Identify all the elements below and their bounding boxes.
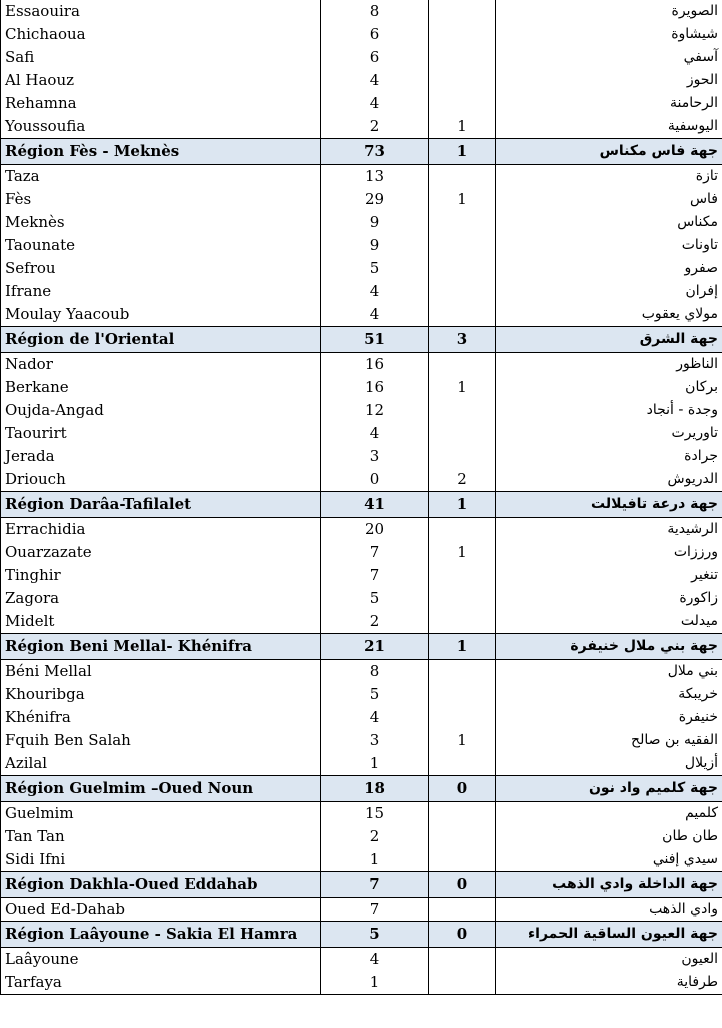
- count-cell: 4: [321, 69, 429, 92]
- name-ar-cell: طرفاية: [496, 971, 722, 995]
- city-row: [1, 280, 722, 303]
- secondary-count-cell: 0: [429, 776, 496, 802]
- count-cell: 5: [321, 257, 429, 280]
- secondary-count-cell: 1: [429, 492, 496, 518]
- name-fr-cell: Rehamna: [1, 92, 321, 115]
- secondary-count-cell: [429, 518, 496, 542]
- name-fr-cell: Youssoufia: [1, 115, 321, 139]
- city-row: [1, 92, 722, 115]
- name-ar-cell: الصويرة: [496, 0, 722, 23]
- city-row: [1, 948, 722, 972]
- name-ar-cell: جهة فاس مكناس: [496, 139, 722, 165]
- name-ar-cell: سيدي إفني: [496, 848, 722, 872]
- count-cell: 1: [321, 848, 429, 872]
- city-row: [1, 23, 722, 46]
- name-fr-cell: Jerada: [1, 445, 321, 468]
- name-fr-cell: Khénifra: [1, 706, 321, 729]
- name-fr-cell: Ouarzazate: [1, 541, 321, 564]
- secondary-count-cell: 1: [429, 729, 496, 752]
- name-fr-cell: Safi: [1, 46, 321, 69]
- name-ar-cell: الرشيدية: [496, 518, 722, 542]
- name-ar-cell: خنيفرة: [496, 706, 722, 729]
- city-row: [1, 802, 722, 826]
- city-row: [1, 115, 722, 139]
- city-row: [1, 564, 722, 587]
- secondary-count-cell: [429, 23, 496, 46]
- name-ar-cell: زاكورة: [496, 587, 722, 610]
- secondary-count-cell: [429, 948, 496, 972]
- city-row: [1, 660, 722, 684]
- name-ar-cell: الناظور: [496, 353, 722, 377]
- count-cell: 1: [321, 971, 429, 995]
- city-row: [1, 518, 722, 542]
- secondary-count-cell: 1: [429, 115, 496, 139]
- region-row: [1, 327, 722, 353]
- city-row: [1, 825, 722, 848]
- count-cell: 7: [321, 872, 429, 898]
- count-cell: 7: [321, 541, 429, 564]
- count-cell: 4: [321, 303, 429, 327]
- name-ar-cell: جهة الشرق: [496, 327, 722, 353]
- name-fr-cell: Midelt: [1, 610, 321, 634]
- secondary-count-cell: [429, 0, 496, 23]
- secondary-count-cell: [429, 848, 496, 872]
- name-fr-cell: Tan Tan: [1, 825, 321, 848]
- name-fr-cell: Taourirt: [1, 422, 321, 445]
- count-cell: 2: [321, 825, 429, 848]
- city-row: [1, 752, 722, 776]
- count-cell: 5: [321, 683, 429, 706]
- city-row: [1, 587, 722, 610]
- name-fr-cell: Oujda-Angad: [1, 399, 321, 422]
- secondary-count-cell: [429, 399, 496, 422]
- secondary-count-cell: [429, 303, 496, 327]
- secondary-count-cell: 2: [429, 468, 496, 492]
- count-cell: 8: [321, 660, 429, 684]
- secondary-count-cell: 1: [429, 634, 496, 660]
- name-fr-cell: Tinghir: [1, 564, 321, 587]
- name-fr-cell: Guelmim: [1, 802, 321, 826]
- name-ar-cell: وادي الذهب: [496, 898, 722, 922]
- count-cell: 4: [321, 280, 429, 303]
- city-row: [1, 188, 722, 211]
- table-body: [1, 0, 722, 995]
- secondary-count-cell: [429, 165, 496, 189]
- city-row: [1, 399, 722, 422]
- city-row: [1, 211, 722, 234]
- secondary-count-cell: 1: [429, 188, 496, 211]
- count-cell: 41: [321, 492, 429, 518]
- name-fr-cell: Meknès: [1, 211, 321, 234]
- city-row: [1, 422, 722, 445]
- city-row: [1, 971, 722, 995]
- city-row: [1, 898, 722, 922]
- name-ar-cell: الدريوش: [496, 468, 722, 492]
- name-ar-cell: تازة: [496, 165, 722, 189]
- count-cell: 7: [321, 898, 429, 922]
- count-cell: 15: [321, 802, 429, 826]
- name-ar-cell: الرحامنة: [496, 92, 722, 115]
- count-cell: 13: [321, 165, 429, 189]
- name-ar-cell: إفران: [496, 280, 722, 303]
- secondary-count-cell: [429, 353, 496, 377]
- name-fr-cell: Fquih Ben Salah: [1, 729, 321, 752]
- count-cell: 4: [321, 422, 429, 445]
- name-ar-cell: تاوريرت: [496, 422, 722, 445]
- secondary-count-cell: [429, 683, 496, 706]
- count-cell: 18: [321, 776, 429, 802]
- count-cell: 51: [321, 327, 429, 353]
- city-row: [1, 445, 722, 468]
- secondary-count-cell: [429, 211, 496, 234]
- count-cell: 2: [321, 115, 429, 139]
- secondary-count-cell: [429, 660, 496, 684]
- secondary-count-cell: [429, 92, 496, 115]
- city-row: [1, 848, 722, 872]
- count-cell: 9: [321, 234, 429, 257]
- count-cell: 8: [321, 0, 429, 23]
- count-cell: 2: [321, 610, 429, 634]
- secondary-count-cell: [429, 422, 496, 445]
- city-row: [1, 0, 722, 23]
- count-cell: 7: [321, 564, 429, 587]
- name-fr-cell: Laâyoune: [1, 948, 321, 972]
- name-fr-cell: Taza: [1, 165, 321, 189]
- name-fr-cell: Région de l'Oriental: [1, 327, 321, 353]
- count-cell: 4: [321, 706, 429, 729]
- name-ar-cell: ورززات: [496, 541, 722, 564]
- name-fr-cell: Région Guelmim –Oued Noun: [1, 776, 321, 802]
- name-ar-cell: فاس: [496, 188, 722, 211]
- secondary-count-cell: [429, 280, 496, 303]
- name-fr-cell: Moulay Yaacoub: [1, 303, 321, 327]
- city-row: [1, 165, 722, 189]
- count-cell: 3: [321, 729, 429, 752]
- region-row: [1, 922, 722, 948]
- count-cell: 21: [321, 634, 429, 660]
- name-ar-cell: خريبكة: [496, 683, 722, 706]
- count-cell: 5: [321, 922, 429, 948]
- name-ar-cell: مولاي يعقوب: [496, 303, 722, 327]
- count-cell: 29: [321, 188, 429, 211]
- secondary-count-cell: [429, 752, 496, 776]
- secondary-count-cell: [429, 971, 496, 995]
- secondary-count-cell: [429, 46, 496, 69]
- city-row: [1, 729, 722, 752]
- count-cell: 4: [321, 948, 429, 972]
- name-fr-cell: Zagora: [1, 587, 321, 610]
- name-fr-cell: Sefrou: [1, 257, 321, 280]
- name-ar-cell: مكناس: [496, 211, 722, 234]
- name-ar-cell: اليوسفية: [496, 115, 722, 139]
- count-cell: 6: [321, 46, 429, 69]
- city-row: [1, 706, 722, 729]
- count-cell: 3: [321, 445, 429, 468]
- name-ar-cell: جهة العيون الساقية الحمراء: [496, 922, 722, 948]
- region-row: [1, 634, 722, 660]
- name-fr-cell: Béni Mellal: [1, 660, 321, 684]
- name-fr-cell: Errachidia: [1, 518, 321, 542]
- name-fr-cell: Azilal: [1, 752, 321, 776]
- name-ar-cell: الحوز: [496, 69, 722, 92]
- name-fr-cell: Tarfaya: [1, 971, 321, 995]
- name-ar-cell: تاونات: [496, 234, 722, 257]
- city-row: [1, 610, 722, 634]
- region-row: [1, 139, 722, 165]
- name-fr-cell: Taounate: [1, 234, 321, 257]
- count-cell: 9: [321, 211, 429, 234]
- city-row: [1, 69, 722, 92]
- name-ar-cell: شيشاوة: [496, 23, 722, 46]
- name-ar-cell: بركان: [496, 376, 722, 399]
- name-fr-cell: Région Beni Mellal- Khénifra: [1, 634, 321, 660]
- count-cell: 20: [321, 518, 429, 542]
- secondary-count-cell: [429, 825, 496, 848]
- secondary-count-cell: 0: [429, 922, 496, 948]
- count-cell: 16: [321, 353, 429, 377]
- secondary-count-cell: 1: [429, 376, 496, 399]
- count-cell: 0: [321, 468, 429, 492]
- count-cell: 73: [321, 139, 429, 165]
- name-ar-cell: جهة بني ملال خنيفرة: [496, 634, 722, 660]
- name-ar-cell: وجدة - أنجاد: [496, 399, 722, 422]
- name-fr-cell: Berkane: [1, 376, 321, 399]
- name-fr-cell: Région Dakhla-Oued Eddahab: [1, 872, 321, 898]
- name-fr-cell: Fès: [1, 188, 321, 211]
- count-cell: 12: [321, 399, 429, 422]
- name-fr-cell: Oued Ed-Dahab: [1, 898, 321, 922]
- name-ar-cell: آسفي: [496, 46, 722, 69]
- city-row: [1, 353, 722, 377]
- secondary-count-cell: [429, 234, 496, 257]
- count-cell: 5: [321, 587, 429, 610]
- secondary-count-cell: [429, 564, 496, 587]
- secondary-count-cell: 0: [429, 872, 496, 898]
- name-fr-cell: Région Fès - Meknès: [1, 139, 321, 165]
- secondary-count-cell: [429, 445, 496, 468]
- name-fr-cell: Région Laâyoune - Sakia El Hamra: [1, 922, 321, 948]
- name-fr-cell: Sidi Ifni: [1, 848, 321, 872]
- region-row: [1, 492, 722, 518]
- name-ar-cell: جهة درعة تافيلالت: [496, 492, 722, 518]
- name-ar-cell: تنغير: [496, 564, 722, 587]
- secondary-count-cell: 1: [429, 541, 496, 564]
- secondary-count-cell: [429, 610, 496, 634]
- name-fr-cell: Chichaoua: [1, 23, 321, 46]
- city-row: [1, 376, 722, 399]
- name-ar-cell: أزيلال: [496, 752, 722, 776]
- name-fr-cell: Al Haouz: [1, 69, 321, 92]
- name-fr-cell: Driouch: [1, 468, 321, 492]
- name-fr-cell: Région Darâa-Tafilalet: [1, 492, 321, 518]
- secondary-count-cell: [429, 802, 496, 826]
- count-cell: 4: [321, 92, 429, 115]
- secondary-count-cell: [429, 898, 496, 922]
- region-row: [1, 776, 722, 802]
- city-row: [1, 46, 722, 69]
- name-ar-cell: بني ملال: [496, 660, 722, 684]
- city-row: [1, 683, 722, 706]
- name-ar-cell: طان طان: [496, 825, 722, 848]
- secondary-count-cell: [429, 257, 496, 280]
- city-row: [1, 468, 722, 492]
- count-cell: 6: [321, 23, 429, 46]
- secondary-count-cell: [429, 706, 496, 729]
- name-ar-cell: كلميم: [496, 802, 722, 826]
- name-fr-cell: Ifrane: [1, 280, 321, 303]
- name-ar-cell: الفقيه بن صالح: [496, 729, 722, 752]
- name-ar-cell: جهة الداخلة وادي الذهب: [496, 872, 722, 898]
- count-cell: 1: [321, 752, 429, 776]
- region-row: [1, 872, 722, 898]
- secondary-count-cell: 1: [429, 139, 496, 165]
- city-row: [1, 257, 722, 280]
- name-ar-cell: جهة كلميم واد نون: [496, 776, 722, 802]
- name-ar-cell: صفرو: [496, 257, 722, 280]
- secondary-count-cell: 3: [429, 327, 496, 353]
- name-ar-cell: ميدلت: [496, 610, 722, 634]
- name-ar-cell: العيون: [496, 948, 722, 972]
- secondary-count-cell: [429, 69, 496, 92]
- city-row: [1, 303, 722, 327]
- name-fr-cell: Nador: [1, 353, 321, 377]
- name-fr-cell: Khouribga: [1, 683, 321, 706]
- name-ar-cell: جرادة: [496, 445, 722, 468]
- city-row: [1, 234, 722, 257]
- name-fr-cell: Essaouira: [1, 0, 321, 23]
- secondary-count-cell: [429, 587, 496, 610]
- count-cell: 16: [321, 376, 429, 399]
- city-row: [1, 541, 722, 564]
